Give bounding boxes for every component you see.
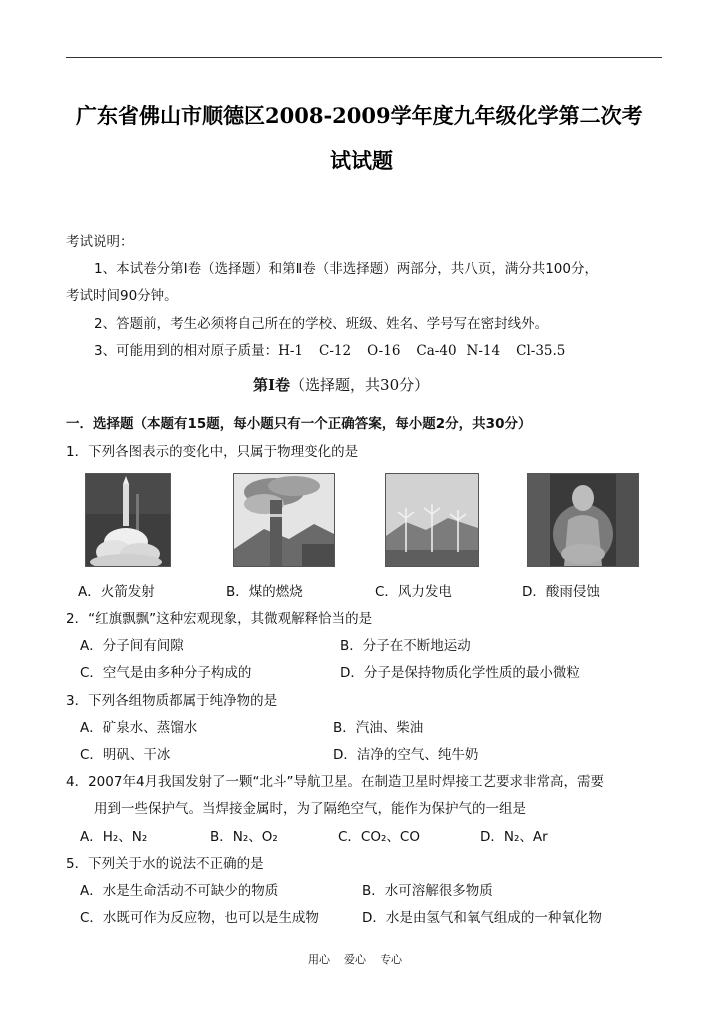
q5-option-b: B．水可溶解很多物质 bbox=[362, 883, 493, 899]
instruction-item-3-prefix: 3、可能用到的相对原子质量： bbox=[94, 343, 279, 359]
q4-option-d: D．N₂、Ar bbox=[480, 829, 548, 845]
section-1-title-main: 第Ⅰ卷 bbox=[253, 376, 291, 394]
instructions-heading: 考试说明： bbox=[66, 234, 134, 250]
q5-option-d: D．水是由氢气和氧气组成的一种氧化物 bbox=[362, 910, 602, 926]
atomic-mass: N-14 bbox=[466, 343, 501, 359]
q2-option-c: C．空气是由多种分子构成的 bbox=[80, 665, 252, 681]
q1-option-d: D．酸雨侵蚀 bbox=[522, 584, 600, 600]
header-rule bbox=[66, 57, 662, 58]
q5-option-a: A．水是生命活动不可缺少的物质 bbox=[80, 883, 279, 899]
instruction-item-1-cont: 考试时间90分钟。 bbox=[66, 288, 178, 304]
question-2-stem: 2．“红旗飘飘”这种宏观现象，其微观解释恰当的是 bbox=[66, 611, 373, 627]
q3-option-c: C．明矾、干冰 bbox=[80, 747, 171, 763]
footer-text: 用心 bbox=[308, 953, 330, 966]
question-5-stem: 5．下列关于水的说法不正确的是 bbox=[66, 856, 264, 872]
section-1-heading bbox=[66, 412, 531, 432]
page-title-line1: 广东省佛山市顺德区2008-2009学年度九年级化学第二次考 bbox=[76, 103, 643, 128]
wind-power-image bbox=[385, 473, 479, 567]
q2-option-a: A．分子间有间隙 bbox=[80, 638, 184, 654]
instruction-item-2: 2、答题前，考生必须将自己所在的学校、班级、姓名、学号写在密封线外。 bbox=[94, 316, 549, 332]
atomic-mass: O-16 bbox=[367, 343, 401, 359]
question-4-stem: 4．2007年4月我国发射了一颗“北斗”导航卫星。在制造卫星时焊接工艺要求非常高，需要 bbox=[66, 774, 605, 790]
question-1-stem: 1．下列各图表示的变化中，只属于物理变化的是 bbox=[66, 444, 359, 460]
chimney-smoke-illustration bbox=[234, 474, 334, 566]
q4-option-a: A．H₂、N₂ bbox=[80, 829, 148, 845]
instruction-item-3 bbox=[94, 339, 565, 359]
q4-option-b: B．N₂、O₂ bbox=[210, 829, 278, 845]
section-1-title bbox=[253, 374, 429, 395]
atomic-mass: H-1 bbox=[278, 343, 304, 359]
q4-option-c: C．CO₂、CO bbox=[338, 829, 420, 845]
q3-option-b: B．汽油、柴油 bbox=[333, 720, 424, 736]
q1-option-a: A．火箭发射 bbox=[78, 584, 155, 600]
instruction-item-1: 1、本试卷分第Ⅰ卷（选择题）和第Ⅱ卷（非选择题）两部分，共八页，满分共100分， bbox=[94, 261, 598, 277]
question-3-stem: 3．下列各组物质都属于纯净物的是 bbox=[66, 693, 278, 709]
q3-option-d: D．洁净的空气、纯牛奶 bbox=[333, 747, 479, 763]
rocket-launch-image bbox=[85, 473, 171, 567]
section-1-title-sub: （选择题，共30分） bbox=[290, 376, 430, 394]
footer-text: 专心 bbox=[380, 953, 402, 966]
page-footer bbox=[308, 951, 416, 967]
rocket-launch-illustration bbox=[86, 474, 170, 566]
q1-option-b: B．煤的燃烧 bbox=[226, 584, 303, 600]
page-title-line2: 试试题 bbox=[330, 148, 393, 173]
section-1-heading-label: 一．选择题 bbox=[66, 416, 134, 432]
q1-option-c: C．风力发电 bbox=[375, 584, 452, 600]
buddha-statue-illustration bbox=[528, 474, 638, 566]
wind-turbines-illustration bbox=[386, 474, 478, 566]
q2-option-d: D．分子是保持物质化学性质的最小微粒 bbox=[340, 665, 580, 681]
q3-option-a: A．矿泉水、蒸馏水 bbox=[80, 720, 198, 736]
footer-text: 爱心 bbox=[344, 953, 366, 966]
atomic-mass: Cl-35.5 bbox=[516, 343, 566, 359]
atomic-mass: C-12 bbox=[319, 343, 352, 359]
atomic-mass: Ca-40 bbox=[416, 343, 457, 359]
q5-option-c: C．水既可作为反应物，也可以是生成物 bbox=[80, 910, 319, 926]
acid-rain-statue-image bbox=[527, 473, 639, 567]
question-4-stem-cont: 用到一些保护气。当焊接金属时，为了隔绝空气，能作为保护气的一组是 bbox=[94, 801, 526, 817]
coal-burning-image bbox=[233, 473, 335, 567]
section-1-heading-note: （本题有15题，每小题只有一个正确答案，每小题2分，共30分） bbox=[133, 416, 532, 432]
q2-option-b: B．分子在不断地运动 bbox=[340, 638, 471, 654]
